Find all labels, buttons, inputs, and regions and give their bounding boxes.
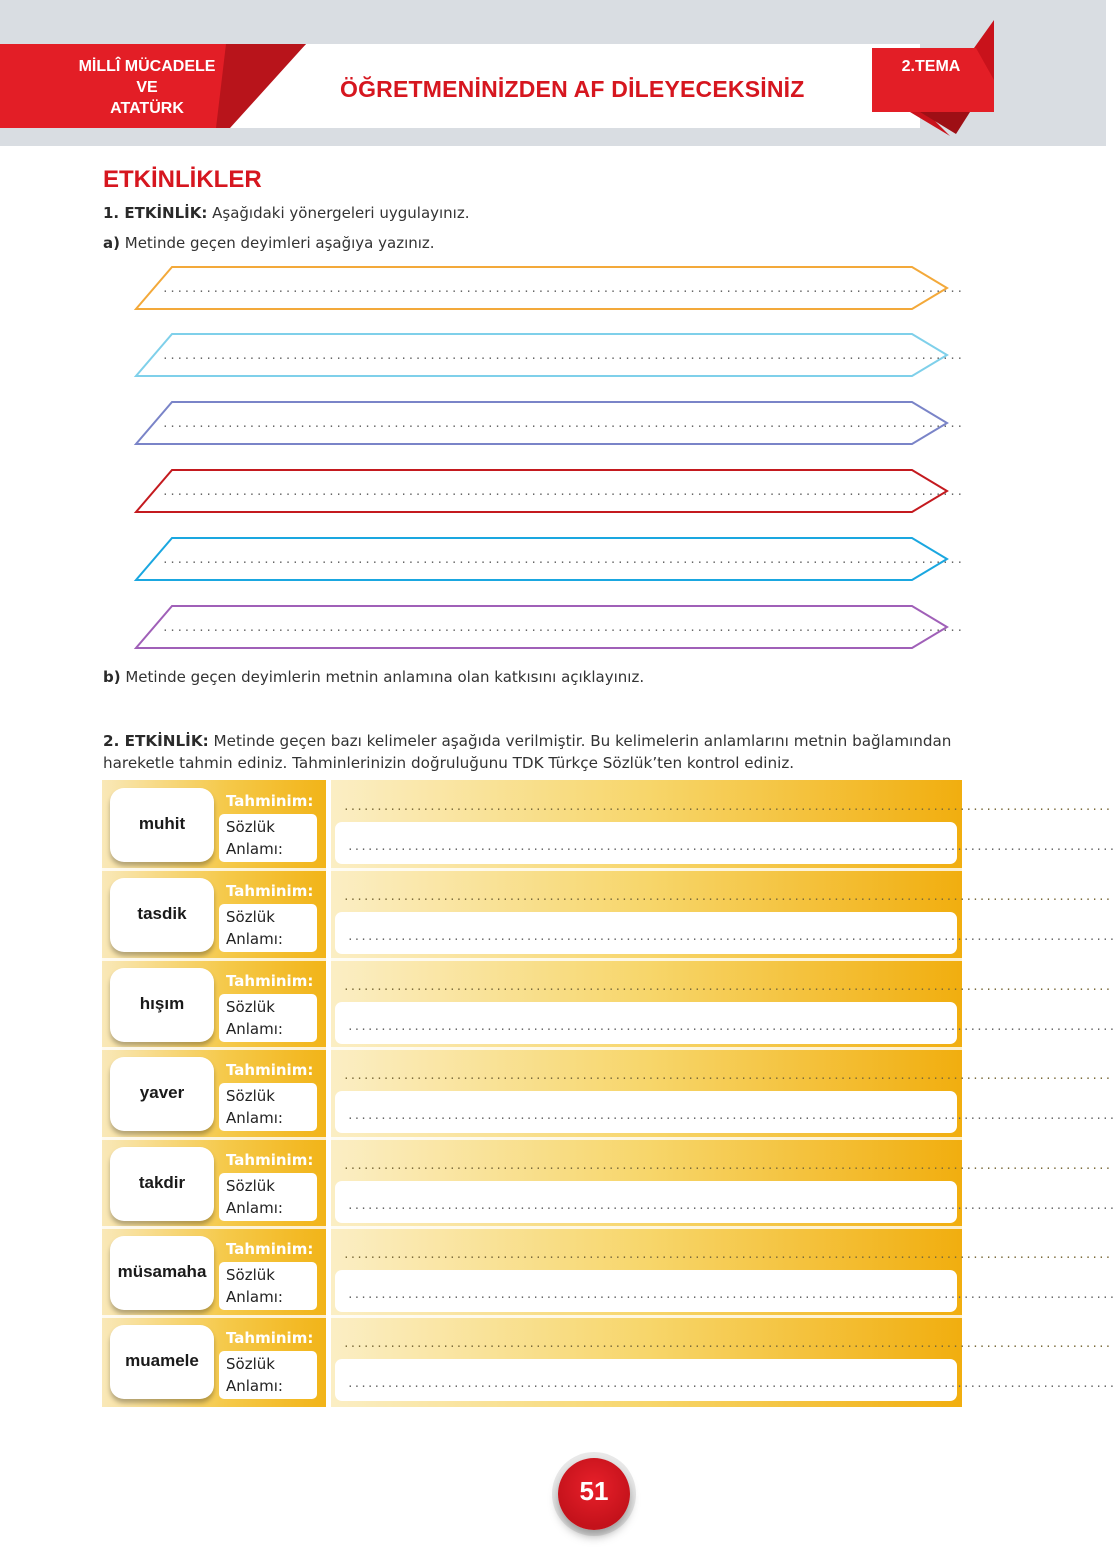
activity1-text: Aşağıdaki yönergeleri uygulayınız. [207, 204, 470, 222]
activity2-instruction-line1 [103, 732, 951, 750]
word-card [110, 1057, 214, 1131]
dictionary-label-box [219, 1083, 317, 1131]
unit-title-line3: ATATÜRK [110, 100, 184, 117]
activity1-instruction [103, 204, 470, 222]
dictionary-label-box [219, 814, 317, 862]
dictionary-label [226, 1264, 316, 1308]
dictionary-label-line1: Sözlük [226, 998, 275, 1016]
dictionary-dots: .................................................................................................................... [347, 1377, 1115, 1390]
activity2-text-1: Metinde geçen bazı kelimeler aşağıda verilmiştir. Bu kelimelerin anlamlarını metnin bağlamından [208, 732, 952, 750]
answer-dots: ............................................................................................................... [162, 417, 964, 430]
guess-input[interactable]: .................................................................................................................... [343, 1248, 1112, 1261]
guess-input[interactable]: .................................................................................................................... [343, 1159, 1112, 1172]
unit-title-line1: MİLLÎ MÜCADELE [78, 58, 216, 75]
dictionary-dots: .................................................................................................................... [347, 1020, 1115, 1033]
dictionary-label-line2: Anlamı: [226, 1020, 283, 1038]
word-text: yaver [139, 1083, 185, 1102]
activity1-b-text: Metinde geçen deyimlerin metnin anlamına olan katkısını açıklayınız. [120, 668, 645, 686]
guess-input[interactable]: .................................................................................................................... [343, 1069, 1112, 1082]
answer-strip-3[interactable] [132, 399, 964, 451]
theme-label: 2.TEMA [901, 58, 961, 75]
dictionary-label-line2: Anlamı: [226, 1109, 283, 1127]
dictionary-input[interactable] [335, 912, 1115, 954]
unit-title [62, 56, 232, 119]
dictionary-label-line2: Anlamı: [226, 1199, 283, 1217]
dictionary-label [226, 1175, 316, 1219]
table-row [102, 1049, 1115, 1135]
word-card [110, 1147, 214, 1221]
answer-strip-6[interactable] [132, 603, 964, 655]
guess-label: Tahminim: [226, 792, 314, 810]
dictionary-label-line2: Anlamı: [226, 930, 283, 948]
section-title: ETKİNLİKLER [103, 166, 262, 193]
dictionary-dots: .................................................................................................................... [347, 840, 1115, 853]
activity2-label: 2. ETKİNLİK: [103, 732, 209, 750]
table-row [102, 780, 1115, 866]
dictionary-label-box [219, 1262, 317, 1310]
guess-label: Tahminim: [226, 1061, 314, 1079]
guess-label: Tahminim: [226, 1329, 314, 1347]
dictionary-label-line1: Sözlük [226, 908, 275, 926]
vocabulary-table [102, 780, 1115, 1407]
table-row [102, 1139, 1115, 1225]
answer-strip-4[interactable] [132, 467, 964, 519]
dictionary-label-line2: Anlamı: [226, 1377, 283, 1395]
dictionary-label [226, 1353, 316, 1397]
dictionary-label-line1: Sözlük [226, 1087, 275, 1105]
answer-strip-2[interactable] [132, 331, 964, 383]
dictionary-dots: .................................................................................................................... [347, 930, 1115, 943]
answer-strip-1[interactable] [132, 264, 964, 316]
table-row [102, 1228, 1115, 1314]
dictionary-dots: .................................................................................................................... [347, 1109, 1115, 1122]
dictionary-label-line1: Sözlük [226, 1355, 275, 1373]
dictionary-label [226, 1085, 316, 1129]
unit-title-line2: VE [136, 79, 158, 96]
activity1-label: 1. ETKİNLİK: [103, 204, 208, 222]
activity1-a-label: a) [103, 234, 120, 252]
answer-dots: ............................................................................................................... [162, 553, 964, 566]
guess-input[interactable]: .................................................................................................................... [343, 1337, 1112, 1350]
word-text: muamele [125, 1351, 199, 1370]
word-card [110, 1325, 214, 1399]
dictionary-input[interactable] [335, 1270, 1115, 1312]
dictionary-label-line2: Anlamı: [226, 1288, 283, 1306]
answer-strip-5[interactable] [132, 535, 964, 587]
dictionary-dots: .................................................................................................................... [347, 1199, 1115, 1212]
answer-dots: ............................................................................................................... [162, 349, 964, 362]
dictionary-input[interactable] [335, 1359, 1115, 1401]
dictionary-input[interactable] [335, 822, 1115, 864]
dictionary-input[interactable] [335, 1091, 1115, 1133]
dictionary-label-box [219, 994, 317, 1042]
guess-label: Tahminim: [226, 1240, 314, 1258]
guess-label: Tahminim: [226, 882, 314, 900]
dictionary-label [226, 816, 316, 860]
page-number-badge [558, 1458, 630, 1530]
dictionary-label-box [219, 904, 317, 952]
activity1-b-label: b) [103, 668, 121, 686]
table-row [102, 960, 1115, 1046]
dictionary-label-box [219, 1173, 317, 1221]
dictionary-input[interactable] [335, 1181, 1115, 1223]
dictionary-dots: .................................................................................................................... [347, 1288, 1115, 1301]
word-text: muhit [138, 814, 186, 833]
lesson-title: ÖĞRETMENİNİZDEN AF DİLEYECEKSİNİZ [340, 76, 805, 102]
activity2-instruction-line2: hareketle tahmin ediniz. Tahminlerinizin doğruluğunu TDK Türkçe Sözlük’ten kontrol ediniz. [103, 754, 795, 772]
word-card [110, 788, 214, 862]
dictionary-label-box [219, 1351, 317, 1399]
guess-label: Tahminim: [226, 1151, 314, 1169]
guess-input[interactable]: .................................................................................................................... [343, 980, 1112, 993]
dictionary-label-line2: Anlamı: [226, 840, 283, 858]
page-number: 51 [579, 1476, 609, 1506]
dictionary-label-line1: Sözlük [226, 1177, 275, 1195]
word-text: hışım [139, 994, 185, 1013]
answer-dots: ............................................................................................................... [162, 485, 964, 498]
word-card [110, 1236, 214, 1310]
word-card [110, 968, 214, 1042]
table-row [102, 1317, 1115, 1403]
table-row [102, 870, 1115, 956]
activity1-a-text: Metinde geçen deyimleri aşağıya yazınız. [119, 234, 435, 252]
word-card [110, 878, 214, 952]
activity1-b [103, 668, 644, 686]
dictionary-label [226, 996, 316, 1040]
dictionary-label-line1: Sözlük [226, 1266, 275, 1284]
guess-input[interactable]: .................................................................................................................... [343, 890, 1112, 903]
dictionary-input[interactable] [335, 1002, 1115, 1044]
word-text: tasdik [137, 904, 187, 923]
word-text: müsamaha [117, 1262, 207, 1281]
theme-ribbon [870, 20, 1000, 140]
dictionary-label [226, 906, 316, 950]
guess-label: Tahminim: [226, 972, 314, 990]
word-text: takdir [138, 1173, 186, 1192]
dictionary-label-line1: Sözlük [226, 818, 275, 836]
answer-dots: ............................................................................................................... [162, 621, 964, 634]
activity1-a [103, 234, 435, 252]
guess-input[interactable]: .................................................................................................................... [343, 800, 1112, 813]
answer-dots: ............................................................................................................... [162, 282, 964, 295]
